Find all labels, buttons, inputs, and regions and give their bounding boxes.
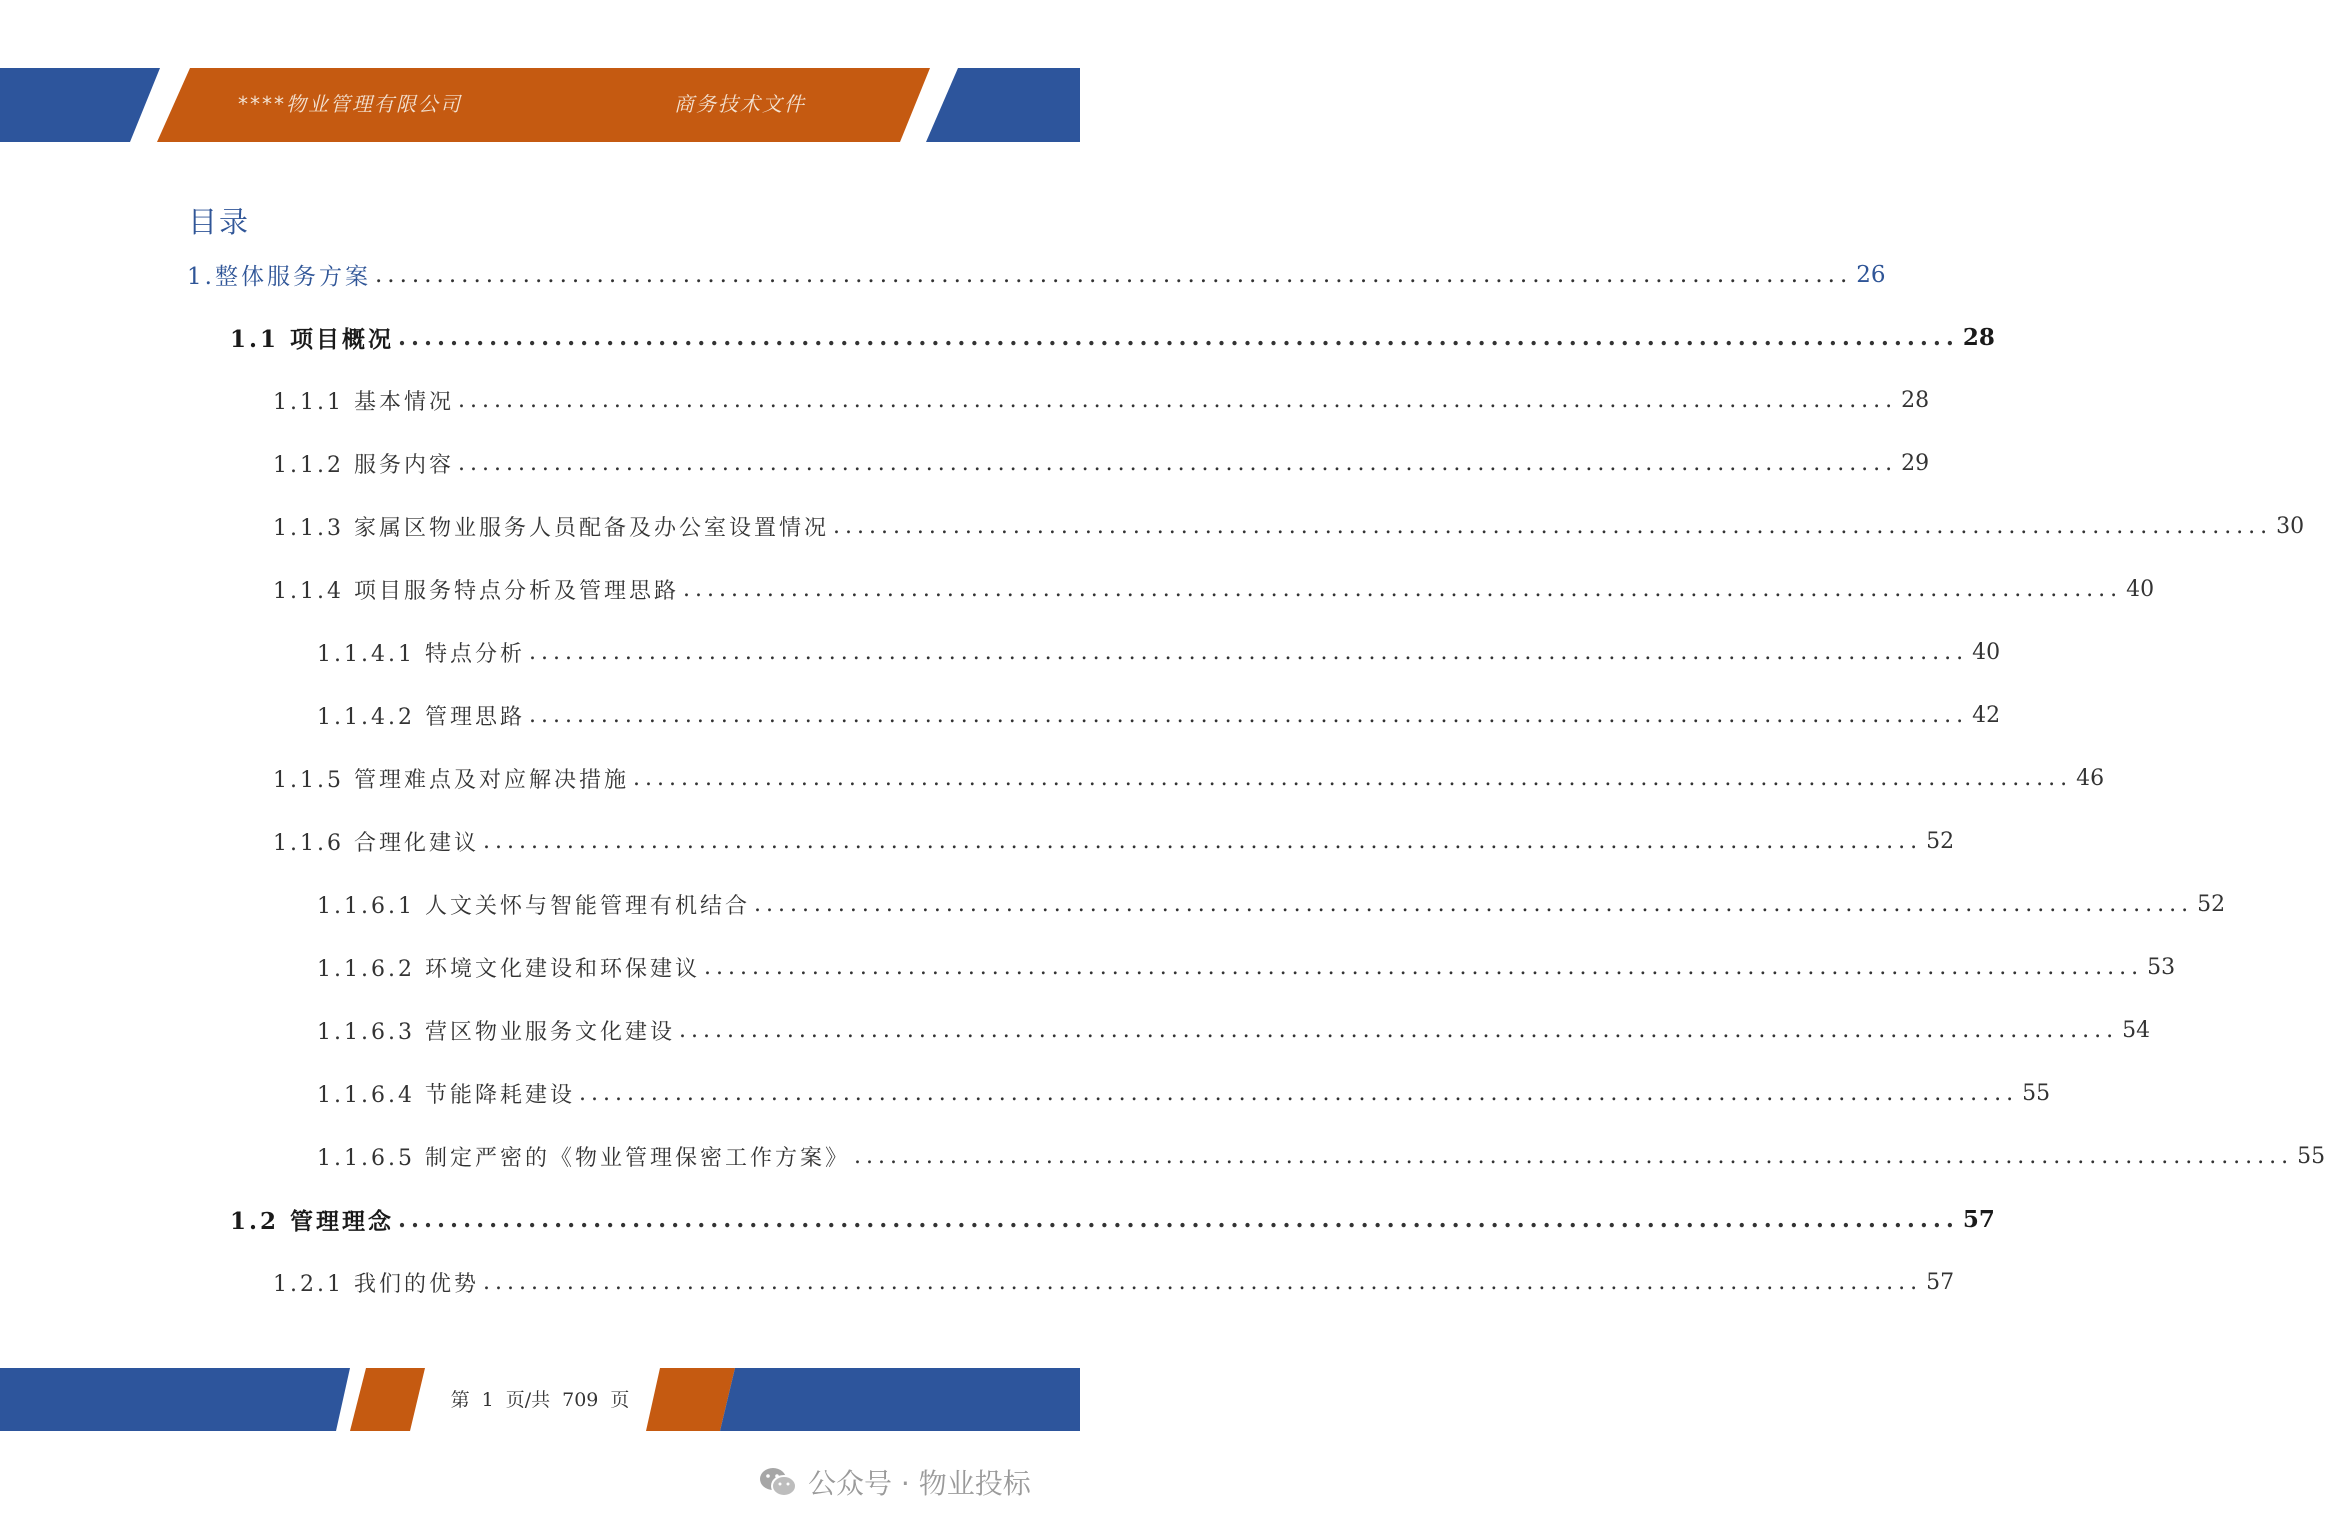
toc-entry-label: 1.1.3 家属区物业服务人员配备及办公室设置情况 [273,516,829,541]
toc-entry-label: 1.1.6.2 环境文化建设和环保建议 [317,957,700,982]
toc-entry-label: 1.2.1 我们的优势 [273,1272,479,1297]
header-company: ****物业管理有限公司 [238,92,462,116]
toc-entry-page: 55 [2297,1144,2325,1169]
header-doc-type: 商务技术文件 [674,92,806,116]
toc-leader-dots: ........................................................................................................................ [482,1270,1923,1295]
toc-entry-label: 1.1.6.5 制定严密的《物业管理保密工作方案》 [317,1146,850,1171]
toc-entry[interactable] [317,1062,2051,1125]
toc-entry[interactable] [273,432,1930,495]
page-middle: 页/共 [505,1389,551,1411]
current-page: 1 [481,1389,494,1411]
watermark [758,1462,1031,1502]
toc-entry-page: 57 [1926,1270,1955,1295]
watermark-text: 公众号 · 物业投标 [808,1467,1031,1500]
toc-entry-label: 1.2 管理理念 [230,1208,395,1235]
toc-entry[interactable] [317,936,2176,999]
toc-leader-dots: ........................................................................................................................ [853,1144,2294,1169]
toc-entry-page: 28 [1901,388,1930,413]
toc-entry-page: 55 [2022,1081,2051,1106]
toc-leader-dots: ........................................................................................................................ [457,451,1898,476]
toc-entry-label: 1.1 项目概况 [230,326,395,353]
toc-entry[interactable] [317,873,2226,936]
toc-entry-page: 54 [2122,1018,2151,1043]
toc-entry-label: 1.整体服务方案 [187,264,371,290]
toc-entry[interactable] [230,1188,1995,1251]
toc-entry[interactable] [273,747,2105,810]
toc-entry-page: 57 [1962,1206,1995,1233]
toc-entry[interactable] [273,558,2155,621]
toc-leader-dots: ........................................................................................................................ [528,703,1969,728]
toc-entry-page: 53 [2147,955,2176,980]
toc-entry[interactable] [317,684,2001,747]
toc-leader-dots: ........................................................................................................................ [753,892,2194,917]
toc-entry-page: 30 [2276,514,2305,539]
toc-entry[interactable] [273,495,2305,558]
toc-entry[interactable] [273,1251,1955,1314]
toc-entry-label: 1.1.6 合理化建议 [273,831,479,856]
toc-leader-dots: ........................................................................................................................ [632,766,2073,791]
toc-leader-dots: ........................................................................................................................ [457,388,1898,413]
toc-entry-label: 1.1.2 服务内容 [273,453,454,478]
toc-entry-page: 40 [2126,577,2155,602]
toc-entry-page: 40 [1972,640,2001,665]
toc-entry-page: 26 [1856,261,1886,288]
toc-entry[interactable] [187,243,1886,306]
toc-entry-page: 42 [1972,703,2001,728]
toc-title: 目录 [188,205,251,239]
page-number [0,1385,1080,1412]
toc-entry-label: 1.1.6.3 营区物业服务文化建设 [317,1020,675,1045]
wechat-icon [758,1465,798,1499]
toc-leader-dots: ........................................................................................................................ [703,955,2144,980]
toc-leader-dots: ........................................................................................................................ [682,577,2123,602]
toc-entry-label: 1.1.4 项目服务特点分析及管理思路 [273,579,679,604]
toc-leader-dots: ........................................................................................................................ [374,261,1853,288]
toc-entry-page: 52 [1926,829,1955,854]
header-band [0,68,1080,142]
toc-entry-label: 1.1.6.1 人文关怀与智能管理有机结合 [317,894,750,919]
toc-entry-label: 1.1.6.4 节能降耗建设 [317,1083,575,1108]
toc-leader-dots: ........................................................................................................................ [398,1206,1959,1233]
toc-leader-dots: ........................................................................................................................ [482,829,1923,854]
toc-entry-label: 1.1.4.1 特点分析 [317,642,525,667]
toc-leader-dots: ........................................................................................................................ [578,1081,2019,1106]
toc-entry[interactable] [230,306,1995,369]
total-pages: 709 [562,1389,599,1411]
toc-entry-page: 46 [2076,766,2105,791]
toc-entry-page: 52 [2197,892,2226,917]
toc-entry-page: 28 [1962,324,1995,351]
toc-entry[interactable] [317,621,2001,684]
toc-entry[interactable] [273,810,1955,873]
toc-entry[interactable] [273,369,1930,432]
toc-entry[interactable] [317,999,2151,1062]
toc-entry-page: 29 [1901,451,1930,476]
toc-leader-dots: ........................................................................................................................ [678,1018,2119,1043]
toc-leader-dots: ........................................................................................................................ [832,514,2273,539]
toc-entry-label: 1.1.1 基本情况 [273,390,454,415]
toc-entry-label: 1.1.4.2 管理思路 [317,705,525,730]
toc-leader-dots: ........................................................................................................................ [398,324,1959,351]
page-suffix: 页 [610,1389,630,1411]
toc-entry-label: 1.1.5 管理难点及对应解决措施 [273,768,629,793]
toc-entry[interactable] [317,1125,2325,1188]
page-prefix: 第 [450,1389,470,1411]
toc-leader-dots: ........................................................................................................................ [528,640,1969,665]
